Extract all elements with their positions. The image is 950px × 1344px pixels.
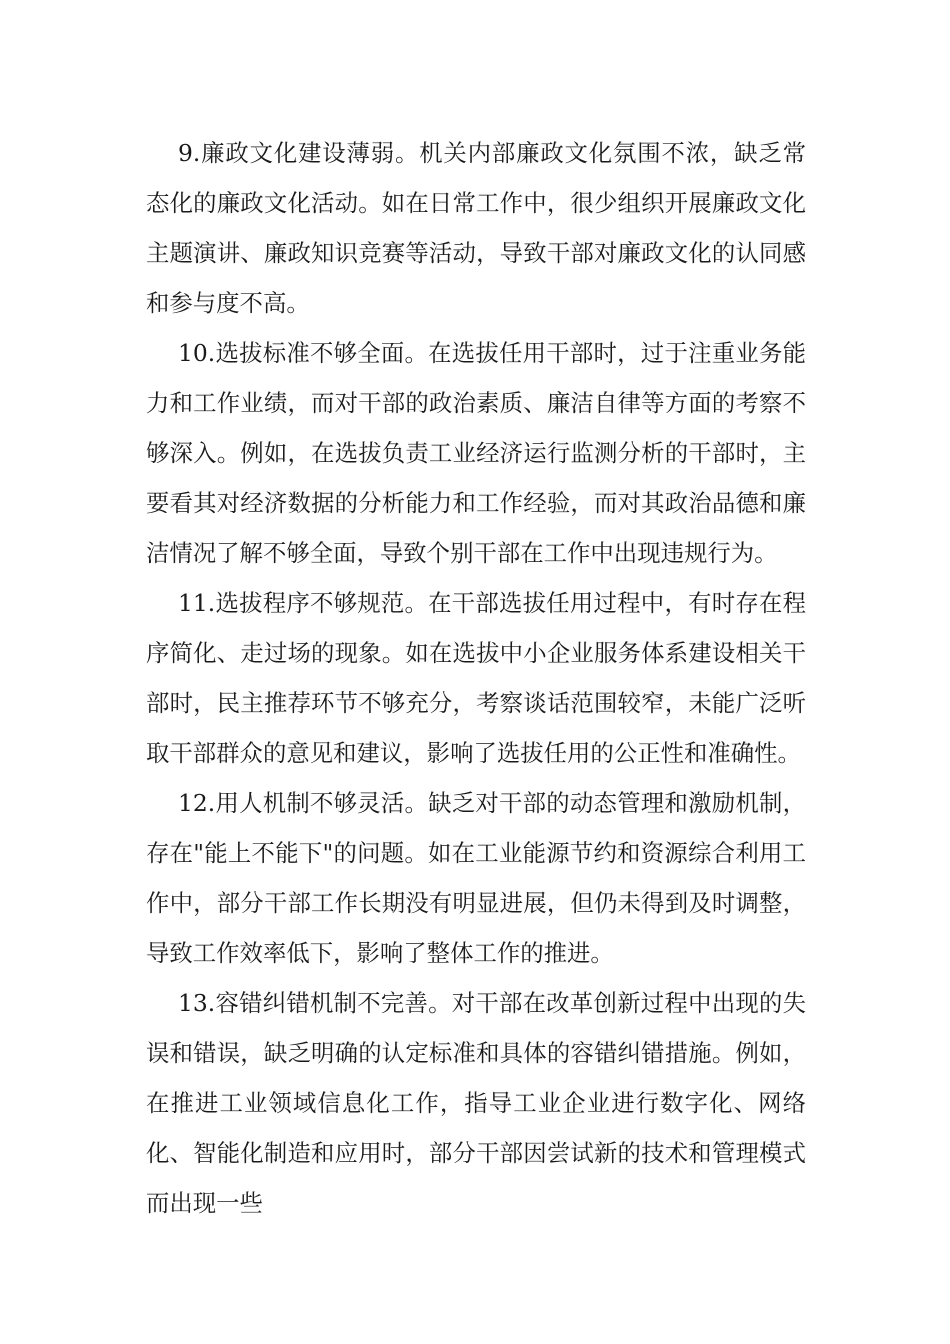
paragraph-item-10: 10.选拔标准不够全面。在选拔任用干部时，过于注重业务能力和工作业绩，而对干部的政治素质、廉洁自律等方面的考察不够深入。例如，在选拔负责工业经济运行监测分析的干部时，主要看其对经济数据的分析能力和工作经验，而对其政治品德和廉洁情况了解不够全面，导致个别干部在工作中出现违规行为。 <box>146 339 806 567</box>
paragraph-item-9: 9.廉政文化建设薄弱。机关内部廉政文化氛围不浓，缺乏常态化的廉政文化活动。如在日常工作中，很少组织开展廉政文化主题演讲、廉政知识竞赛等活动，导致干部对廉政文化的认同感和参与度不高。 <box>146 139 806 317</box>
document-body <box>146 128 806 1228</box>
paragraph-item-12: 12.用人机制不够灵活。缺乏对干部的动态管理和激励机制，存在"能上不能下"的问题。如在工业能源节约和资源综合利用工作中，部分干部工作长期没有明显进展，但仍未得到及时调整，导致工作效率低下，影响了整体工作的推进。 <box>146 789 806 967</box>
paragraph-item-13: 13.容错纠错机制不完善。对干部在改革创新过程中出现的失误和错误，缺乏明确的认定标准和具体的容错纠错措施。例如，在推进工业领域信息化工作，指导工业企业进行数字化、网络化、智能化制造和应用时，部分干部因尝试新的技术和管理模式而出现一些 <box>146 989 806 1217</box>
paragraph-item-11: 11.选拔程序不够规范。在干部选拔任用过程中，有时存在程序简化、走过场的现象。如在选拔中小企业服务体系建设相关干部时，民主推荐环节不够充分，考察谈话范围较窄，未能广泛听取干部群众的意见和建议，影响了选拔任用的公正性和准确性。 <box>146 589 806 767</box>
